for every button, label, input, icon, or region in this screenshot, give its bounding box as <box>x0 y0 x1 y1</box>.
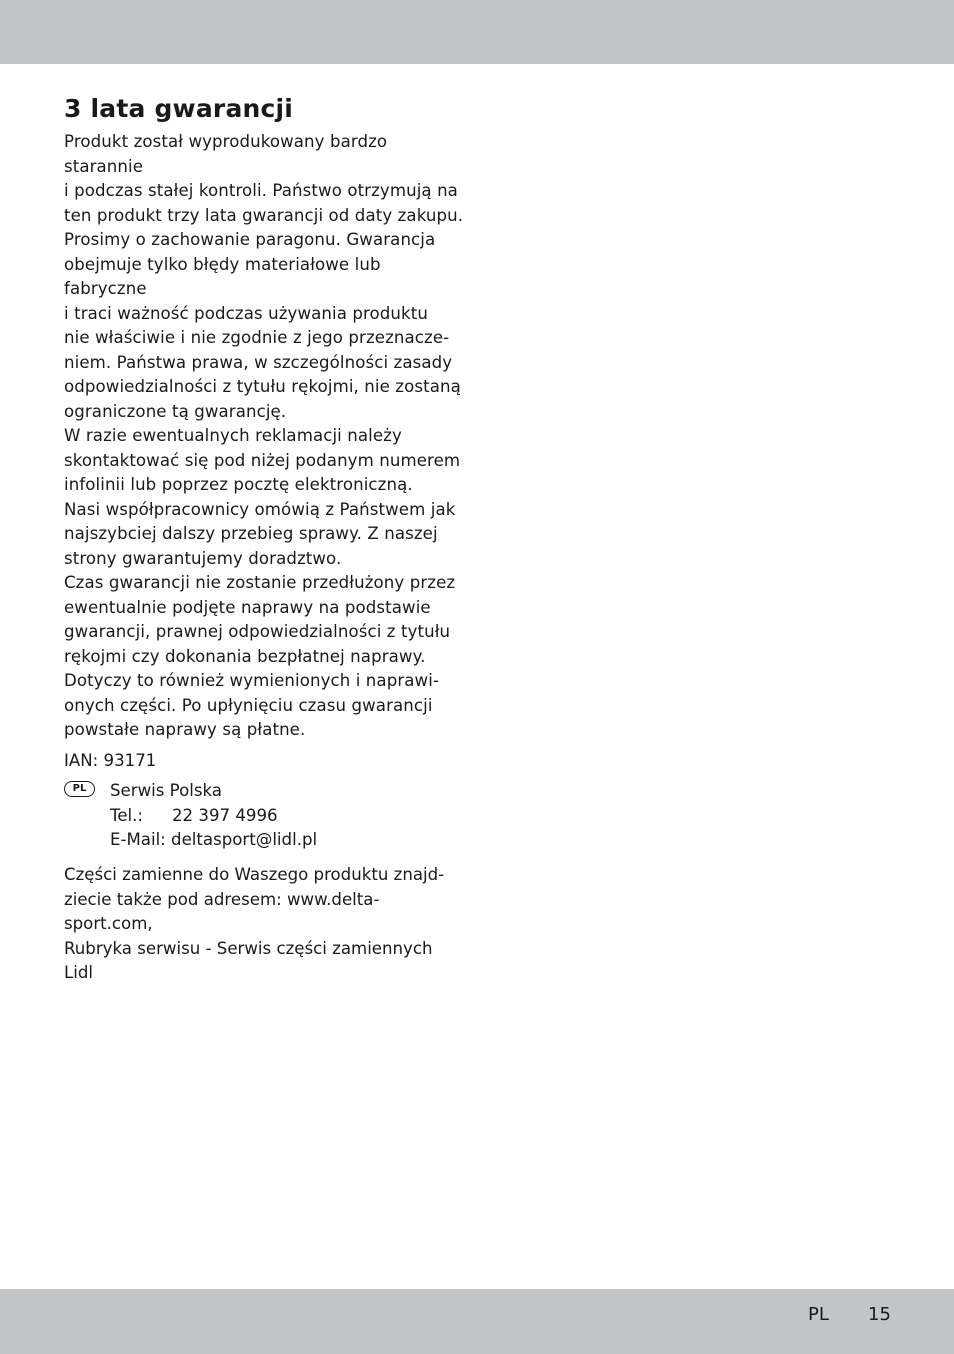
service-email: E-Mail: deltasport@lidl.pl <box>110 830 318 849</box>
warranty-section <box>64 92 464 1002</box>
spare-parts-text: Części zamienne do Waszego produktu znajd- ziecie także pod adresem: www.delta-sport.com, Rubryka serwisu - Serwis części zamiennych Lidl <box>64 865 445 982</box>
service-phone <box>110 804 317 829</box>
country-badge-icon: PL <box>64 781 95 797</box>
phone-number: 22 397 4996 <box>172 805 278 825</box>
header-band <box>0 0 954 64</box>
footer-language: PL <box>808 1304 829 1325</box>
service-contact <box>64 779 464 853</box>
phone-label: Tel.: <box>110 805 144 825</box>
page-title: 3 lata gwarancji <box>64 94 294 123</box>
page-number: 15 <box>868 1304 891 1325</box>
service-name: Serwis Polska <box>110 781 222 800</box>
warranty-body-text: Produkt został wyprodukowany bardzo starannie i podczas stałej kontroli. Państwo otrzymują na ten produkt trzy lata gwarancji od daty zakupu. Prosimy o zachowanie paragonu. Gwarancja obejmuje tylko błędy materiałowe lub fabryczne i traci ważność podczas używania produktu nie właściwie i nie zgodnie z jego przeznacze- niem. Państwa prawa, w szczególności zasady odpowiedzialności z tytułu rękojmi, nie zostaną ograniczone tą gwarancję. W razie ewentualnych reklamacji należy skontaktować się pod niżej podanym numerem infolinii lub poprzez pocztę elektroniczną. Nasi współpracownicy omówią z Państwem jak najszybciej dalszy przebieg sprawy. Z naszej strony gwarantujemy doradztwo. Czas gwarancji nie zostanie przedłużony przez ewentualnie podjęte naprawy na podstawie gwarancji, prawnej odpowiedzialności z tytułu rękojmi czy dokonania bezpłatnej naprawy. Dotyczy to również wymienionych i naprawi- onych części. Po upłynięciu czasu gwarancji powstałe naprawy są płatne. <box>64 132 464 739</box>
ian-number: IAN: 93171 <box>64 750 157 770</box>
service-details <box>110 779 317 853</box>
